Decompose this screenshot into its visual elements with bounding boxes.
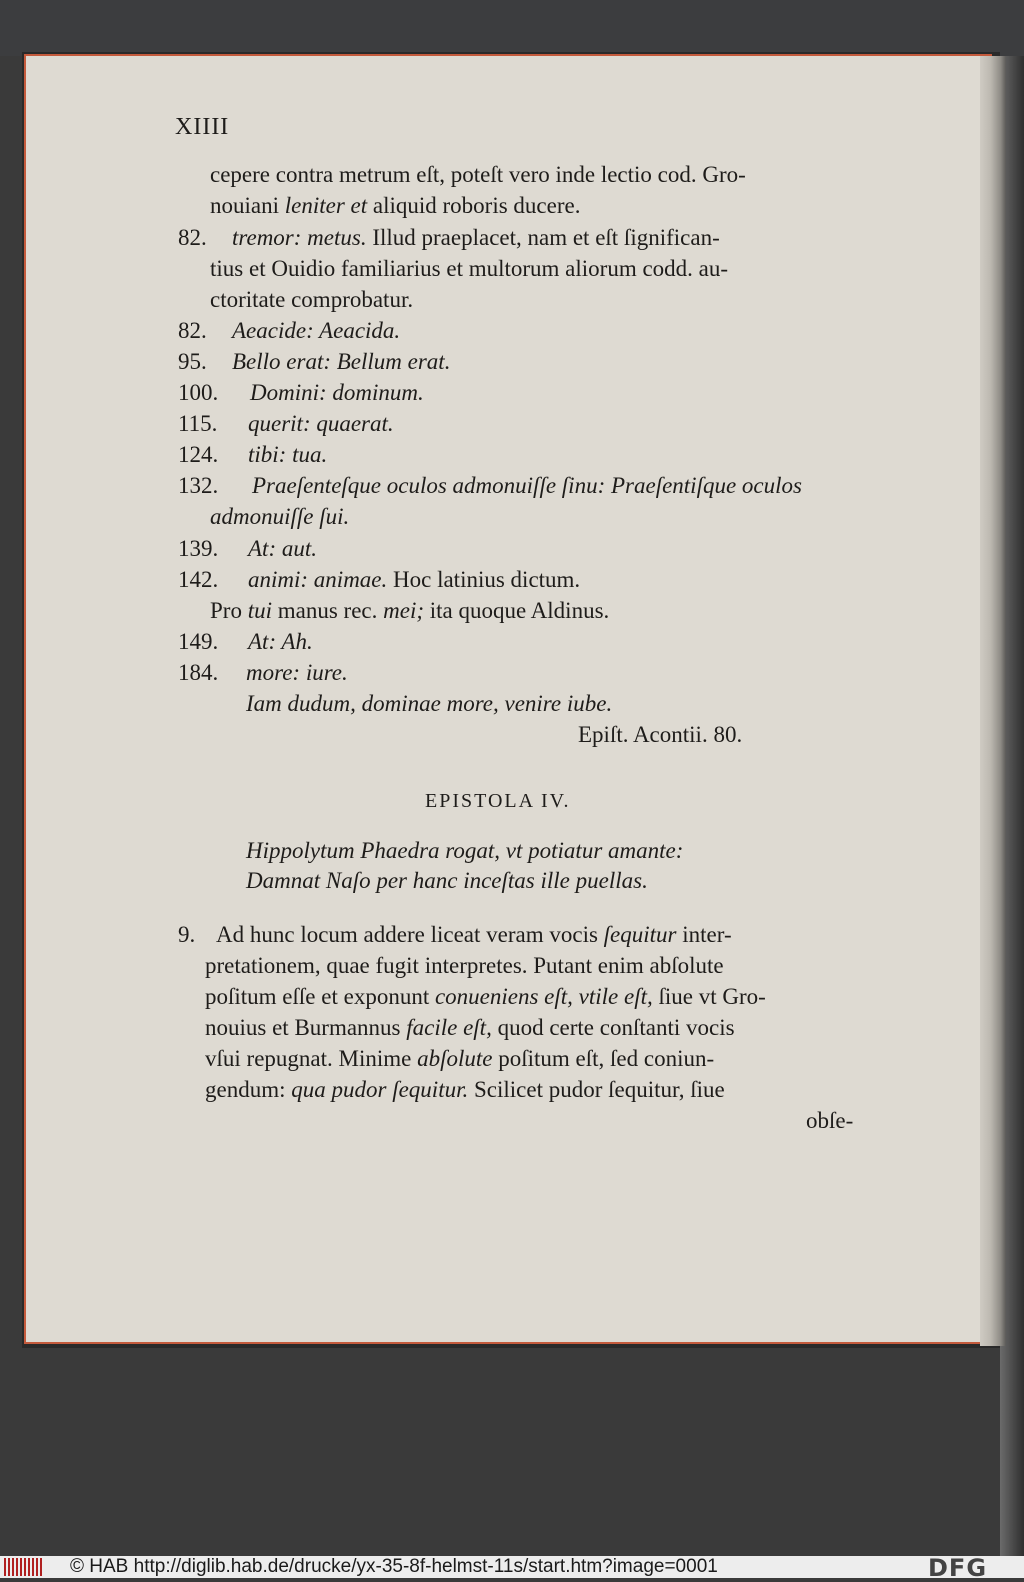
paragraph-line: gendum: qua pudor ſequitur. Scilicet pudor ſequitur, ſiue — [205, 1077, 725, 1102]
text-line: tius et Ouidio familiarius et multorum aliorum codd. au- — [210, 256, 729, 281]
page-number: XIIII — [175, 114, 230, 140]
paragraph-line: pretationem, quae fugit interpretes. Putant enim abſolute — [205, 953, 724, 978]
text-line: Aeacide: Aeacida. — [232, 318, 401, 343]
argument-line: Damnat Naſo per hanc inceſtas ille puellas. — [246, 868, 648, 893]
text-line: querit: quaerat. — [248, 411, 394, 436]
line-number: 149. — [178, 629, 219, 654]
barcode-icon — [4, 1558, 44, 1576]
paragraph-line: poſitum eſſe et exponunt conueniens eſt, vtile eſt, ſiue vt Gro- — [205, 984, 766, 1009]
line-number: 115. — [178, 411, 218, 436]
line-number: 95. — [178, 349, 207, 374]
text-line: At: aut. — [248, 536, 317, 561]
line-number: 9. — [178, 922, 196, 947]
text-line: Domini: dominum. — [250, 380, 424, 405]
text-line: animi: animae. Hoc latinius dictum. — [248, 567, 581, 592]
paragraph-line: Ad hunc locum addere liceat veram vocis ſequitur inter- — [216, 922, 732, 947]
line-number: 139. — [178, 536, 219, 561]
source-credit-link[interactable]: © HAB http://diglib.hab.de/drucke/yx-35-8f-helmst-11s/start.htm?image=0001 — [70, 1556, 718, 1577]
line-number: 184. — [178, 660, 219, 685]
text-line: Pro tui manus rec. mei; ita quoque Aldinus. — [210, 598, 610, 623]
catchword: obſe- — [806, 1108, 854, 1133]
paragraph-line: vſui repugnat. Minime abſolute poſitum eſt, ſed coniun- — [205, 1046, 715, 1071]
dfg-logo: DFG — [928, 1554, 988, 1582]
text-line: more: iure. — [246, 660, 348, 685]
footer-bar — [0, 1554, 1024, 1582]
argument-line: Hippolytum Phaedra rogat, vt potiatur amante: — [246, 838, 684, 863]
text-line: At: Ah. — [248, 629, 313, 654]
line-number: 100. — [178, 380, 219, 405]
text-line: tibi: tua. — [248, 442, 328, 467]
line-number: 132. — [178, 473, 219, 498]
text-line: Bello erat: Bellum erat. — [232, 349, 451, 374]
text-line: cepere contra metrum eſt, poteſt vero inde lectio cod. Gro- — [210, 162, 746, 187]
text-line: Praeſenteſque oculos admonuiſſe ſinu: Praeſentiſque oculos — [252, 473, 802, 498]
text-line: nouiani leniter et aliquid roboris ducere. — [210, 193, 581, 218]
text-line: admonuiſſe ſui. — [210, 504, 350, 529]
text-line: Iam dudum, dominae more, venire iube. — [246, 691, 613, 716]
line-number: 124. — [178, 442, 219, 467]
text-line: ctoritate comprobatur. — [210, 287, 414, 312]
text-line: Epiſt. Acontii. 80. — [578, 722, 743, 747]
line-number: 142. — [178, 567, 219, 592]
line-number: 82. — [178, 318, 207, 343]
epistle-heading: EPISTOLA IV. — [425, 790, 571, 812]
text-line: tremor: metus. Illud praeplacet, nam et eſt ſignifican- — [232, 225, 720, 250]
line-number: 82. — [178, 225, 207, 250]
paragraph-line: nouius et Burmannus facile eſt, quod certe conſtanti vocis — [205, 1015, 735, 1040]
